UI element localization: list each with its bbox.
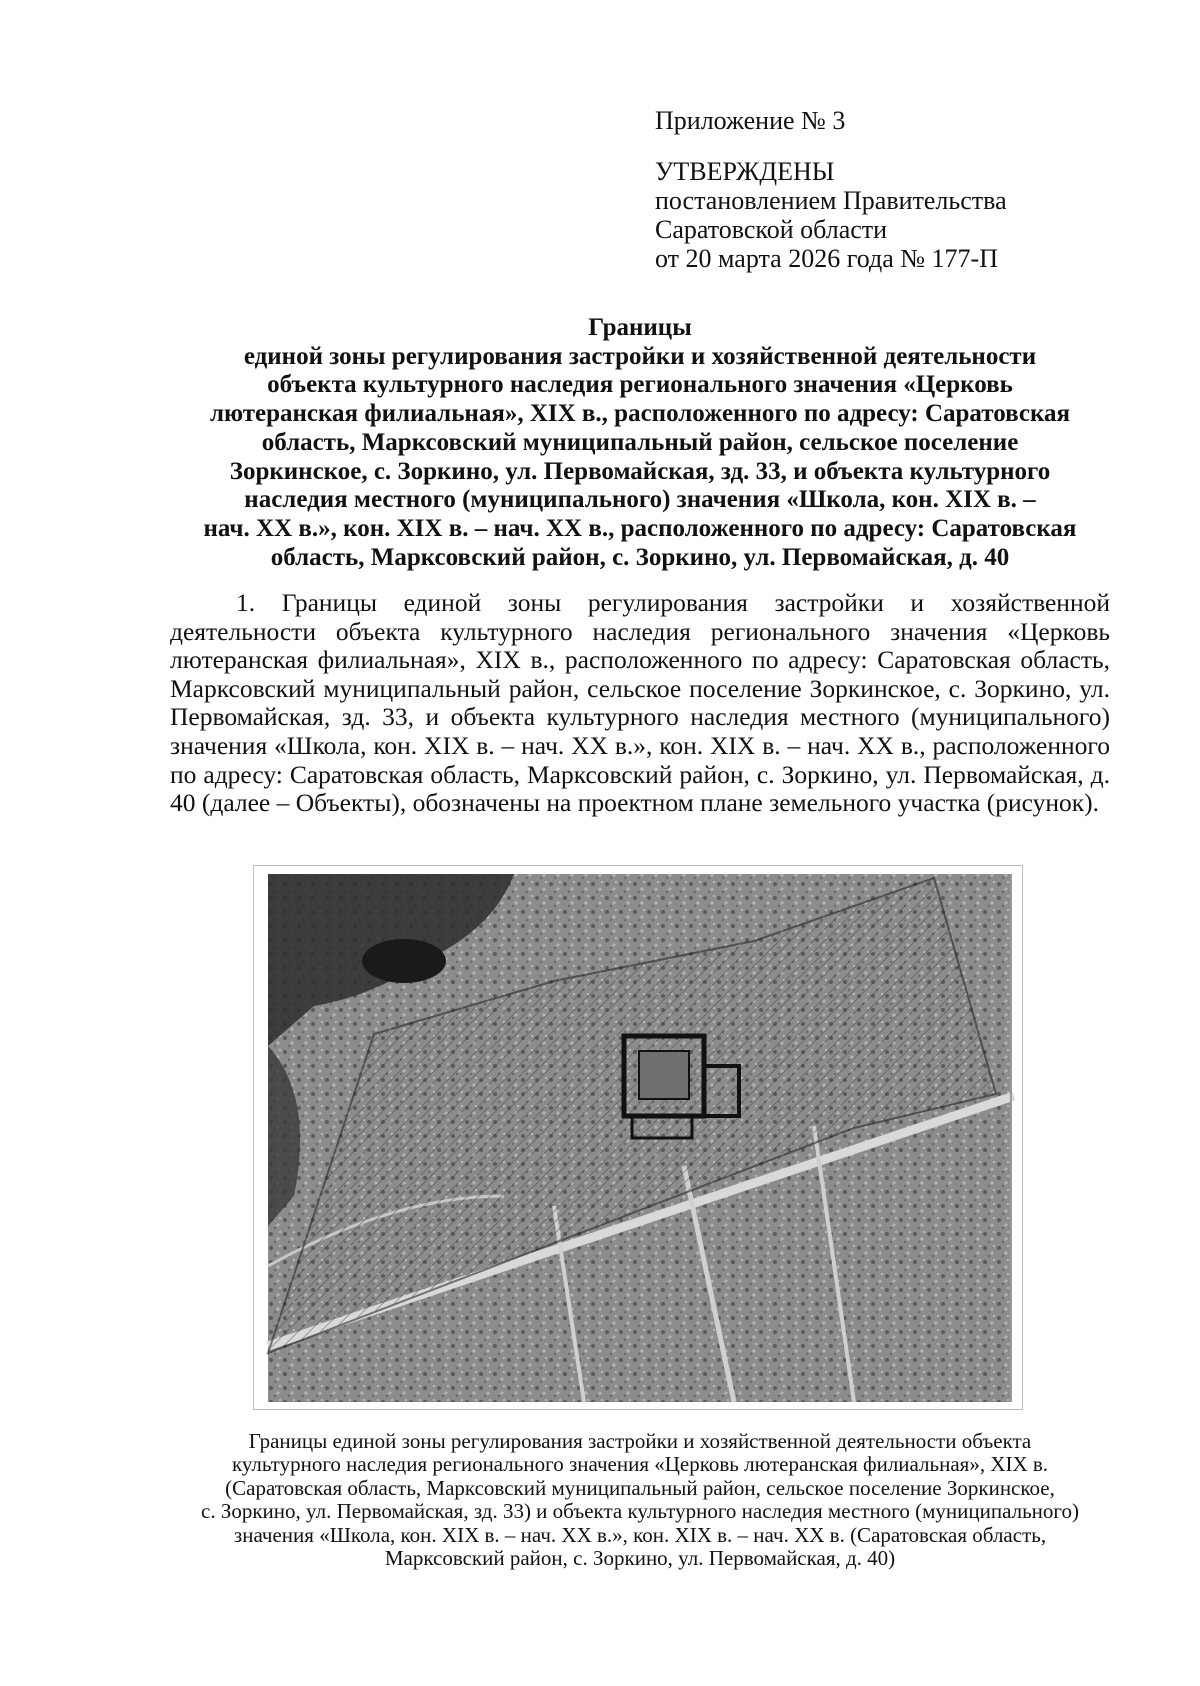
caption-line: с. Зоркино, ул. Первомайская, зд. 33) и объекта культурного наследия местного (муниципального) xyxy=(201,1499,1079,1524)
appendix-number: Приложение № 3 xyxy=(655,106,846,135)
approval-line: постановлением Правительства xyxy=(655,186,1007,215)
approval-line: Саратовской области xyxy=(655,215,888,244)
figure-caption xyxy=(170,1430,1110,1570)
title-line: лютеранская филиальная», XIX в., расположенного по адресу: Саратовская xyxy=(209,400,1071,428)
approved-label: УТВЕРЖДЕНЫ xyxy=(655,157,835,186)
aerial-photo-map-icon xyxy=(253,865,1023,1410)
title-line: наследия местного (муниципального) значения «Школа, кон. XIX в. – xyxy=(244,486,1036,514)
aerial-map-svg xyxy=(254,866,1022,1409)
title-line: Зоркинское, с. Зоркино, ул. Первомайская, зд. 33, и объекта культурного xyxy=(229,457,1051,485)
title-line: область, Марксовский район, с. Зоркино, ул. Первомайская, д. 40 xyxy=(270,543,1010,571)
caption-line: Марксовский район, с. Зоркино, ул. Первомайская, д. 40) xyxy=(384,1546,896,1571)
approval-stamp xyxy=(655,106,1115,273)
title-line: нач. XX в.», кон. XIX в. – нач. XX в., расположенного по адресу: Саратовская xyxy=(203,514,1077,542)
caption-line: Границы единой зоны регулирования застройки и хозяйственной деятельности объекта xyxy=(248,1429,1032,1453)
caption-line: (Саратовская область, Марксовский муниципальный район, сельское поселение Зоркинское, xyxy=(225,1475,1055,1500)
approval-line: от 20 марта 2026 года № 177-П xyxy=(655,244,998,273)
caption-line: культурного наследия регионального значения «Церковь лютеранская филиальная», XIX в. xyxy=(231,1452,1049,1477)
caption-line: значения «Школа, кон. XIX в. – нач. XX в.», кон. XIX в. – нач. XX в. (Саратовская область, xyxy=(233,1522,1047,1547)
title-line: единой зоны регулирования застройки и хозяйственной деятельности xyxy=(243,342,1037,370)
title-line: объекта культурного наследия регионального значения «Церковь xyxy=(267,371,1013,399)
title-line: область, Марксовский муниципальный район, сельское поселение xyxy=(261,428,1019,456)
document-title xyxy=(150,314,1130,572)
body-paragraph: 1. Границы единой зоны регулирования застройки и хозяйственной деятельности объекта культурного наследия регионального значения «Церковь лютеранская филиальная», XIX в., расположенного по адресу: Саратовская область, Марксовский муниципальный район, сельское поселение Зоркинское, с. Зоркино, ул. Первомайская, зд. 33, и объекта культурного наследия местного (муниципального) значения «Школа, кон. XIX в. – нач. XX в.», кон. XIX в. – нач. XX в., расположенного по адресу: Саратовская область, Марксовский район, с. Зоркино, ул. Первомайская, д. 40 (далее – Объекты), обозначены на проектном плане земельного участка (рисунок). xyxy=(170,588,1110,818)
title-heading: Границы xyxy=(588,314,692,341)
